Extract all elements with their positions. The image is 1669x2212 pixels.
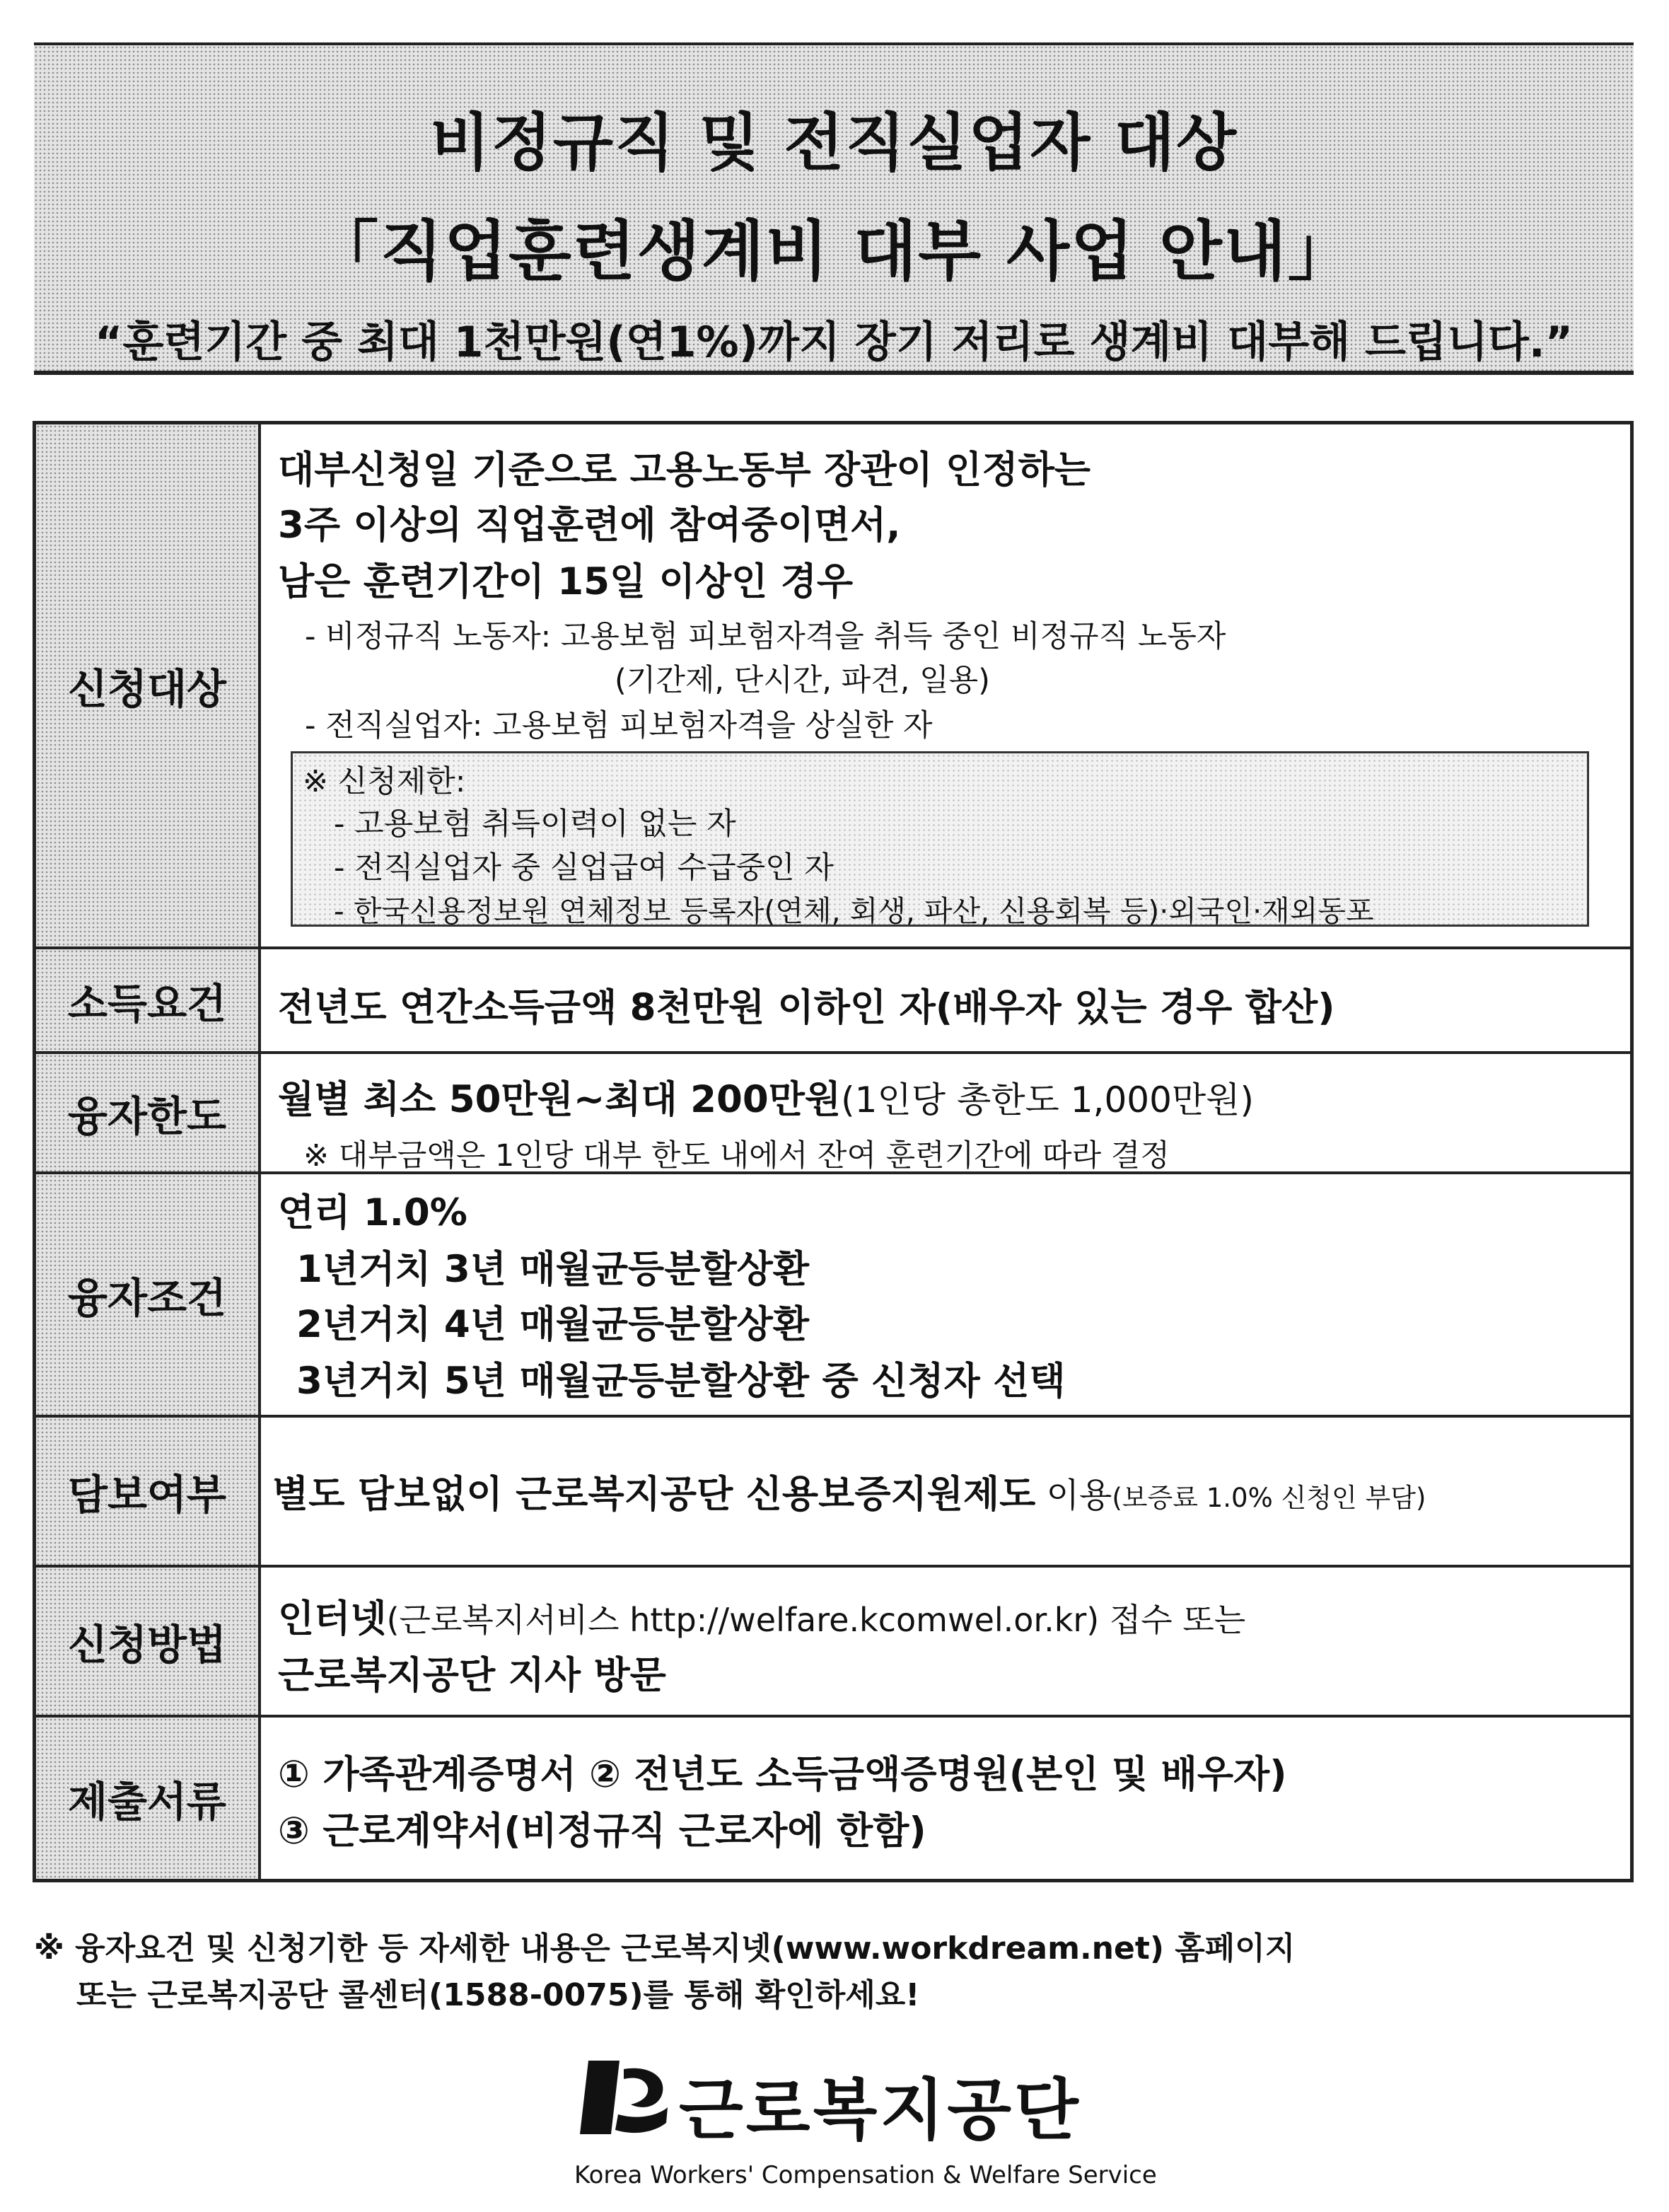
- target-detail-2: (기간제, 단시간, 파견, 일용): [615, 663, 990, 698]
- collateral-use: 이용: [1035, 1476, 1112, 1515]
- documents-line-2: ③ 근로계약서(비정규직 근로자에 한함): [278, 1809, 926, 1853]
- row-terms: [36, 1174, 1630, 1418]
- target-detail-3: - 전직실업자: 고용보험 피보험자격을 상실한 자: [305, 708, 933, 743]
- restriction-item-1: - 고용보험 취득이력이 없는 자: [334, 806, 736, 842]
- header-tagline: “훈련기간 중 최대 1천만원(연1%)까지 장기 저리로 생계비 대부해 드립니다.”: [94, 318, 1574, 367]
- row-target: [36, 424, 1630, 949]
- limit-main: 월별 최소 50만원~최대 200만원: [278, 1078, 842, 1121]
- label-documents: 제출서류: [36, 1718, 261, 1879]
- header-title: 비정규직 및 전직실업자 대상: [429, 106, 1238, 179]
- row-method: [36, 1568, 1630, 1718]
- method-internet: 인터넷: [278, 1597, 387, 1640]
- terms-option-3: 3년거치 5년 매월균등분할상환 중 신청자 선택: [296, 1360, 1066, 1403]
- kcomwel-logo-icon: [574, 2055, 670, 2140]
- label-terms: 융자조건: [36, 1174, 261, 1415]
- collateral-fee: (보증료 1.0% 신청인 부담): [1112, 1483, 1426, 1513]
- method-branch-visit: 근로복지공단 지사 방문: [278, 1654, 666, 1697]
- footer-note-1: ※ 융자요건 및 신청기한 등 자세한 내용은 근로복지넷(www.workdream.net) 홈페이지: [34, 1930, 1296, 1967]
- restriction-note-box: [291, 751, 1589, 927]
- target-line-3: 남은 훈련기간이 15일 이상인 경우: [278, 560, 854, 603]
- limit-note: ※ 대부금액은 1인당 대부 한도 내에서 잔여 훈련기간에 따라 결정: [303, 1138, 1170, 1174]
- method-url: (근로복지서비스 http://welfare.kcomwel.or.kr) 접수 또는: [386, 1601, 1246, 1639]
- terms-rate: 연리 1.0%: [278, 1191, 467, 1234]
- target-detail-1: - 비정규직 노동자: 고용보험 피보험자격을 취득 중인 비정규직 노동자: [305, 619, 1226, 654]
- logo: [574, 2055, 1157, 2204]
- row-income: [36, 949, 1630, 1054]
- label-limit: 융자한도: [36, 1054, 261, 1171]
- logo-english-name: Korea Workers' Compensation & Welfare Service: [574, 2161, 1157, 2189]
- terms-option-2: 2년거치 4년 매월균등분할상환: [296, 1303, 810, 1346]
- info-table: [33, 421, 1634, 1882]
- row-documents: [36, 1718, 1630, 1879]
- terms-option-1: 1년거치 3년 매월균등분할상환: [296, 1248, 810, 1291]
- label-method: 신청방법: [36, 1568, 261, 1715]
- restriction-item-3: - 한국신용정보원 연체정보 등록자(연체, 회생, 파산, 신용회복 등)·외국인·재외동포: [334, 894, 1374, 928]
- header-program-title: 「직업훈련생계비 대부 사업 안내」: [313, 214, 1354, 289]
- row-collateral: [36, 1418, 1630, 1568]
- header-banner: [34, 42, 1634, 375]
- label-collateral: 담보여부: [36, 1418, 261, 1565]
- label-target: 신청대상: [36, 424, 261, 946]
- collateral-main: 별도 담보없이 근로복지공단 신용보증지원제도: [272, 1473, 1036, 1516]
- income-text: 전년도 연간소득금액 8천만원 이하인 자(배우자 있는 경우 합산): [278, 986, 1335, 1029]
- footer-note-2: 또는 근로복지공단 콜센터(1588-0075)를 통해 확인하세요!: [76, 1977, 920, 2013]
- target-line-2: 3주 이상의 직업훈련에 참여중이면서,: [278, 504, 901, 547]
- logo-name: 근로복지공단: [679, 2072, 1081, 2149]
- target-line-1: 대부신청일 기준으로 고용노동부 장관이 인정하는: [278, 448, 1091, 492]
- documents-line-1: ① 가족관계증명서 ② 전년도 소득금액증명원(본인 및 배우자): [278, 1753, 1287, 1796]
- restriction-title: ※ 신청제한:: [303, 764, 466, 799]
- limit-total: (1인당 총한도 1,000만원): [841, 1079, 1254, 1121]
- restriction-item-2: - 전직실업자 중 실업급여 수급중인 자: [334, 850, 834, 886]
- row-limit: [36, 1054, 1630, 1174]
- label-income: 소득요건: [36, 949, 261, 1051]
